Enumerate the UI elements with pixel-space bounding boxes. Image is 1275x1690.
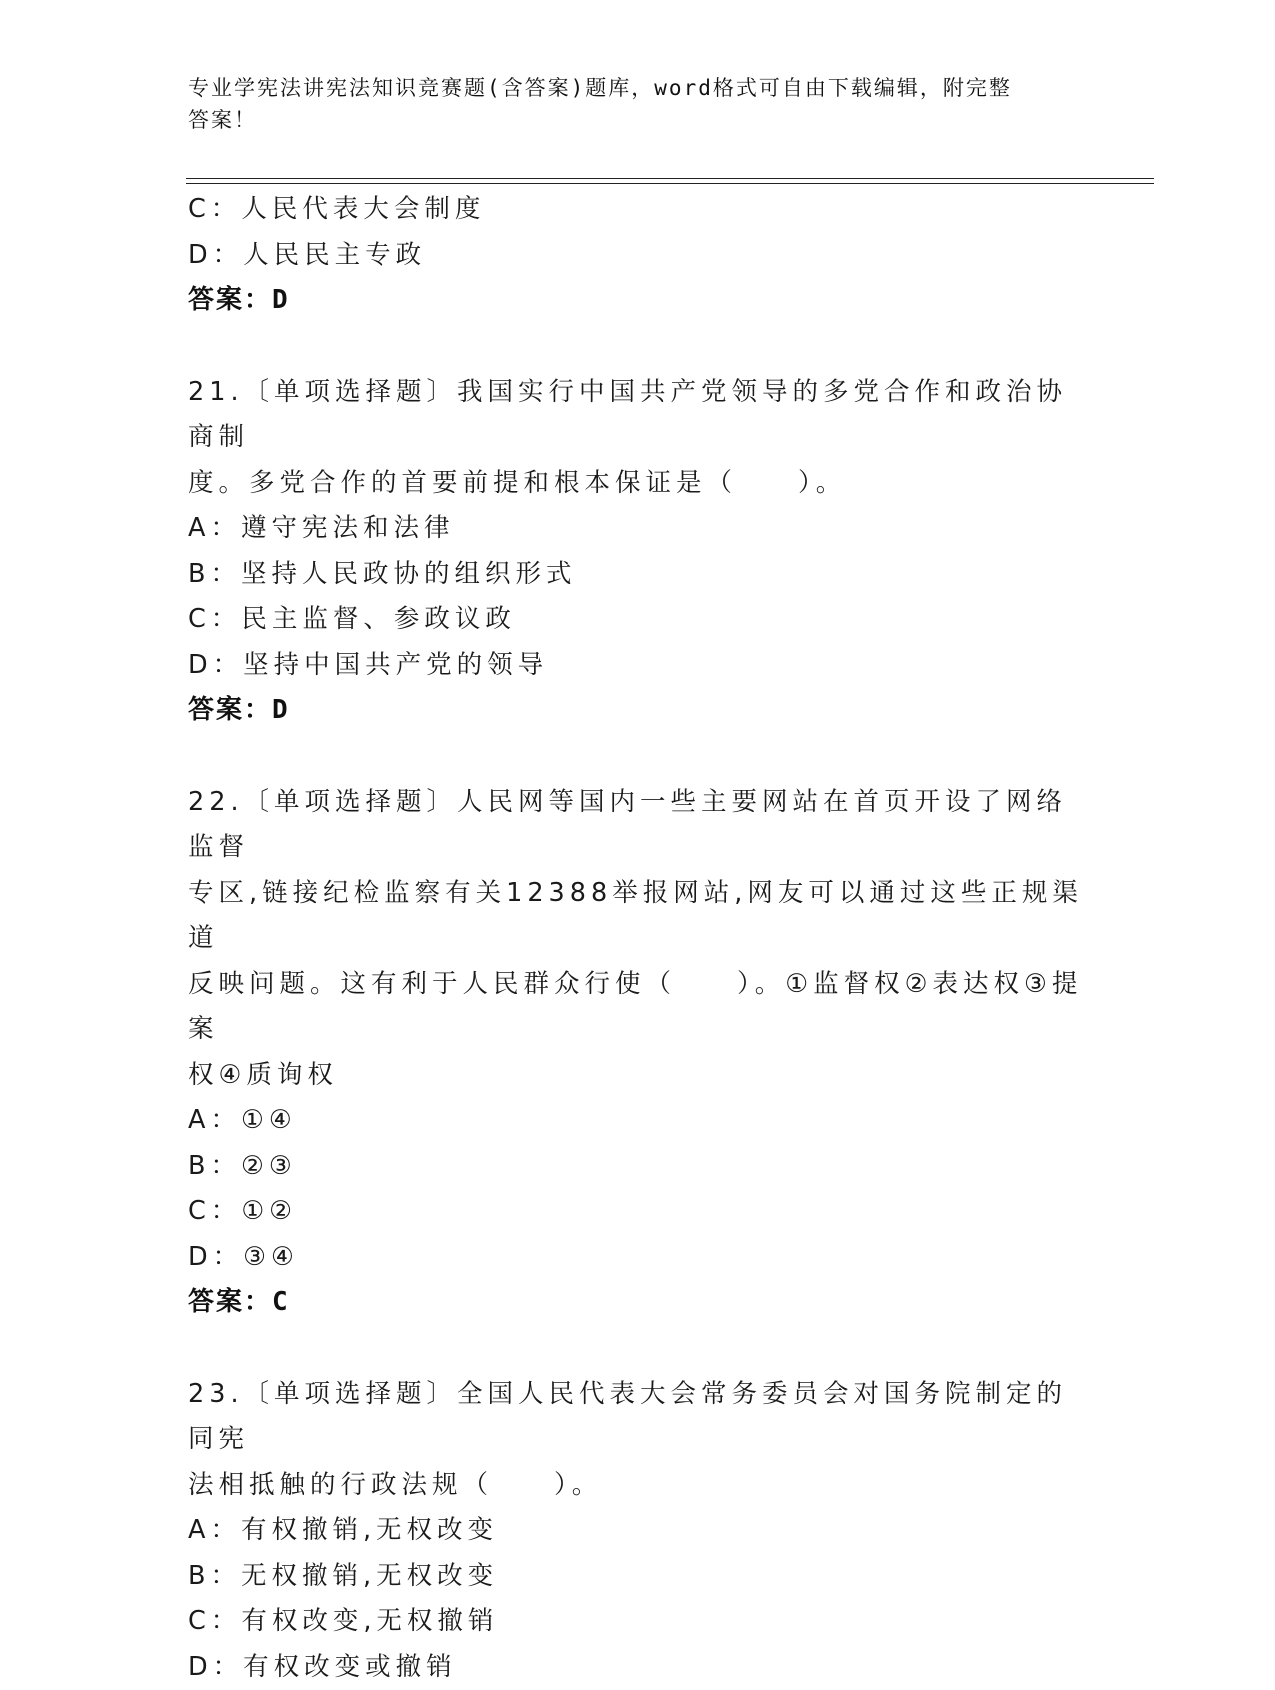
option-label: A： (188, 1105, 241, 1135)
option-label: A： (188, 1515, 241, 1545)
answer-label: 答案： (188, 695, 272, 725)
option-b (188, 552, 1088, 598)
option-label: D： (188, 240, 243, 270)
option-text: 人民民主专政 (243, 240, 426, 270)
question-stem (188, 780, 1088, 1099)
header-divider-bottom (186, 183, 1154, 184)
option-a (188, 506, 1088, 552)
option-text: 坚持中国共产党的领导 (243, 650, 548, 680)
option-label: C： (188, 1606, 241, 1636)
spacer (188, 324, 1088, 370)
option-c (188, 1599, 1088, 1645)
stem-line: 21.〔单项选择题〕我国实行中国共产党领导的多党合作和政治协商制 (188, 370, 1088, 461)
header-title-line-1: 专业学宪法讲宪法知识竞赛题(含答案)题库，word格式可自由下载编辑，附完整 (188, 72, 1068, 104)
answer-value: D (272, 285, 290, 315)
option-d (188, 643, 1088, 689)
stem-line: 权④质询权 (188, 1053, 1088, 1099)
question-22 (188, 780, 1088, 1326)
option-b (188, 1144, 1088, 1190)
document-body (188, 187, 1088, 1690)
option-c (188, 187, 1088, 233)
option-text: ②③ (241, 1151, 297, 1181)
header-divider-top (186, 178, 1154, 179)
stem-line: 反映问题。这有利于人民群众行使（ ）。①监督权②表达权③提案 (188, 962, 1088, 1053)
stem-line: 22.〔单项选择题〕人民网等国内一些主要网站在首页开设了网络监督 (188, 780, 1088, 871)
question-stem (188, 1372, 1088, 1509)
option-label: D： (188, 1242, 243, 1272)
option-label: B： (188, 1561, 241, 1591)
option-label: C： (188, 194, 241, 224)
carryover-question (188, 187, 1088, 324)
option-a (188, 1508, 1088, 1554)
stem-line: 专区,链接纪检监察有关12388举报网站,网友可以通过这些正规渠道 (188, 871, 1088, 962)
stem-line: 度。多党合作的首要前提和根本保证是（ ）。 (188, 461, 1088, 507)
answer-line (188, 688, 1088, 734)
answer-line (188, 278, 1088, 324)
option-label: D： (188, 650, 243, 680)
option-text: 有权撤销,无权改变 (241, 1515, 498, 1545)
option-c (188, 1189, 1088, 1235)
option-text: 有权改变,无权撤销 (241, 1606, 498, 1636)
option-text: 遵守宪法和法律 (241, 513, 455, 543)
answer-value: D (272, 695, 290, 725)
answer-line (188, 1280, 1088, 1326)
option-text: ①② (241, 1196, 297, 1226)
answer-label: 答案： (188, 1287, 272, 1317)
question-stem (188, 370, 1088, 507)
stem-line: 法相抵触的行政法规（ ）。 (188, 1463, 1088, 1509)
option-label: C： (188, 1196, 241, 1226)
option-text: ①④ (241, 1105, 297, 1135)
page-header (188, 72, 1068, 136)
option-text: 有权改变或撤销 (243, 1652, 457, 1682)
header-title-line-2: 答案！ (188, 104, 1068, 136)
option-text: 无权撤销,无权改变 (241, 1561, 498, 1591)
option-d (188, 233, 1088, 279)
option-c (188, 597, 1088, 643)
option-label: A： (188, 513, 241, 543)
option-label: C： (188, 604, 241, 634)
spacer (188, 1326, 1088, 1372)
option-label: B： (188, 559, 241, 589)
answer-label: 答案： (188, 285, 272, 315)
answer-value: C (272, 1287, 290, 1317)
question-23 (188, 1372, 1088, 1690)
option-text: 坚持人民政协的组织形式 (241, 559, 577, 589)
option-text: 人民代表大会制度 (241, 194, 485, 224)
option-label: D： (188, 1652, 243, 1682)
option-d (188, 1235, 1088, 1281)
option-text: 民主监督、参政议政 (241, 604, 516, 634)
option-a (188, 1098, 1088, 1144)
stem-line: 23.〔单项选择题〕全国人民代表大会常务委员会对国务院制定的同宪 (188, 1372, 1088, 1463)
option-text: ③④ (243, 1242, 299, 1272)
option-d (188, 1645, 1088, 1690)
option-label: B： (188, 1151, 241, 1181)
question-21 (188, 370, 1088, 734)
option-b (188, 1554, 1088, 1600)
spacer (188, 734, 1088, 780)
